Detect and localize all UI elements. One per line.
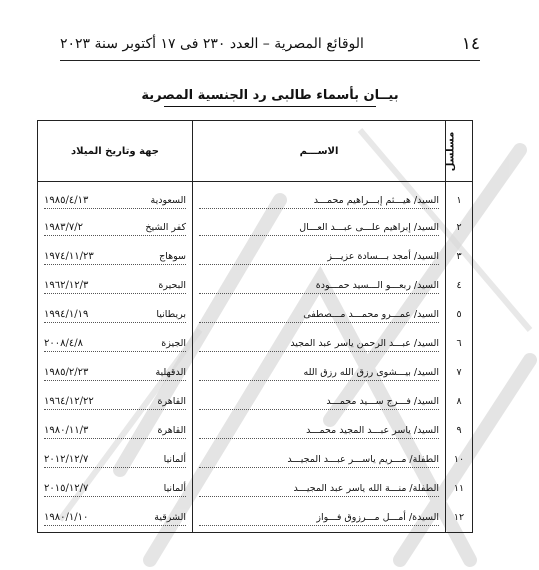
- person-name: السيد/ ربعـــو الـــسيد حمـــودة: [199, 278, 439, 294]
- row-place-date-cell: [38, 358, 193, 387]
- person-name: الطفلة/ منـــة الله ياسر عبد المجيـــد: [199, 481, 439, 497]
- birth-date: ١٩٦٢/١٢/٣: [44, 279, 89, 291]
- page-number: ١٤: [461, 34, 480, 54]
- row-serial-number: ١: [446, 182, 473, 214]
- table-row: [38, 358, 473, 387]
- birth-date: ١٩٨٥/٤/١٣: [44, 194, 89, 206]
- table-row: [38, 300, 473, 329]
- row-name-cell: [193, 358, 446, 387]
- person-name: السيد/ هيـــثم إبـــراهيم محمـــد: [199, 193, 439, 209]
- birth-place: الدقهلية: [155, 366, 186, 378]
- table-body: [38, 182, 473, 533]
- birth-date: ١٩٨٥/٢/٢٣: [44, 366, 89, 378]
- page-header: [60, 34, 480, 54]
- table-row: [38, 474, 473, 503]
- row-place-date-cell: [38, 213, 193, 242]
- person-name: السيد/ فـــرج ســـيد محمـــد: [199, 394, 439, 410]
- names-table: [37, 120, 473, 533]
- row-place-date-cell: [38, 182, 193, 214]
- place-date-line: [44, 336, 186, 352]
- person-name: السيدة/ أمـــل مـــرزوق فـــواز: [199, 510, 439, 526]
- table-row: [38, 445, 473, 474]
- table-row: [38, 416, 473, 445]
- header-rule: [60, 60, 480, 61]
- table-row: [38, 242, 473, 271]
- place-date-line: [44, 193, 186, 209]
- birth-date: ١٩٨٣/٧/٢: [44, 221, 83, 233]
- table-row: [38, 329, 473, 358]
- row-place-date-cell: [38, 300, 193, 329]
- serial-column-header: مسلسل: [446, 121, 473, 182]
- row-place-date-cell: [38, 416, 193, 445]
- person-name: السيد/ عمـــرو محمـــد مـــصطفى: [199, 307, 439, 323]
- table-row: [38, 503, 473, 533]
- row-serial-number: ٩: [446, 416, 473, 445]
- row-place-date-cell: [38, 445, 193, 474]
- table-row: [38, 182, 473, 214]
- place-date-line: [44, 452, 186, 468]
- row-serial-number: ١٠: [446, 445, 473, 474]
- row-place-date-cell: [38, 271, 193, 300]
- row-serial-number: ٨: [446, 387, 473, 416]
- person-name: السيد/ بيـــشوى رزق الله رزق الله: [199, 365, 439, 381]
- birth-place: البحيرة: [158, 279, 186, 291]
- birth-date: ١٩٧٤/١١/٢٣: [44, 250, 94, 262]
- row-serial-number: ٢: [446, 213, 473, 242]
- birth-place-date-column-header: جهة وتاريخ الميلاد: [38, 121, 193, 182]
- birth-date: ١٩٩٤/١/١٩: [44, 308, 89, 320]
- place-date-line: [44, 278, 186, 294]
- birth-place: ألمانيا: [163, 453, 186, 465]
- person-name: الطفلة/ مـــريم ياســـر عبـــد المجيـــد: [199, 452, 439, 468]
- row-name-cell: [193, 213, 446, 242]
- birth-place: السعودية: [150, 194, 186, 206]
- place-date-line: [44, 365, 186, 381]
- row-place-date-cell: [38, 329, 193, 358]
- row-serial-number: ٤: [446, 271, 473, 300]
- place-date-line: [44, 423, 186, 439]
- row-place-date-cell: [38, 387, 193, 416]
- row-serial-number: ١٢: [446, 503, 473, 533]
- row-name-cell: [193, 474, 446, 503]
- table-row: [38, 387, 473, 416]
- birth-date: ١٩٨٠/١١/٣: [44, 424, 89, 436]
- birth-date: ٢٠٠٨/٤/٨: [44, 337, 83, 349]
- row-place-date-cell: [38, 242, 193, 271]
- place-date-line: [44, 220, 186, 236]
- birth-place: كفر الشيخ: [145, 221, 186, 233]
- row-place-date-cell: [38, 503, 193, 533]
- birth-date: ١٩٦٤/١٢/٢٢: [44, 395, 94, 407]
- birth-date: ١٩٨٠/١/١٠: [44, 511, 89, 523]
- birth-place: بريطانيا: [156, 308, 186, 320]
- birth-date: ٢٠١٥/١٢/٧: [44, 482, 89, 494]
- person-name: السيد/ عبـــد الرحمن ياسر عبد المجيد: [199, 336, 439, 352]
- gazette-issue-header: الوقائع المصرية – العدد ٢٣٠ فى ١٧ أكتوبر سنة ٢٠٢٣: [60, 36, 364, 52]
- row-serial-number: ٣: [446, 242, 473, 271]
- row-name-cell: [193, 445, 446, 474]
- name-column-header: الاســـم: [193, 121, 446, 182]
- place-date-line: [44, 394, 186, 410]
- row-name-cell: [193, 271, 446, 300]
- row-place-date-cell: [38, 474, 193, 503]
- birth-place: الشرقية: [154, 511, 186, 523]
- birth-place: سوهاج: [159, 250, 186, 262]
- row-name-cell: [193, 387, 446, 416]
- row-serial-number: ١١: [446, 474, 473, 503]
- birth-date: ٢٠١٢/١٢/٧: [44, 453, 89, 465]
- person-name: السيد/ ياسر عبـــد المجيد محمـــد: [199, 423, 439, 439]
- birth-place: القاهرة: [157, 395, 186, 407]
- title-underline: [164, 106, 376, 107]
- place-date-line: [44, 510, 186, 526]
- place-date-line: [44, 481, 186, 497]
- row-name-cell: [193, 242, 446, 271]
- row-serial-number: ٦: [446, 329, 473, 358]
- document-title: بيــان بأسماء طالبى رد الجنسية المصرية: [141, 88, 399, 103]
- row-name-cell: [193, 416, 446, 445]
- table-row: [38, 213, 473, 242]
- table-header-row: [38, 121, 473, 182]
- birth-place: الجيزة: [161, 337, 186, 349]
- birth-place: القاهرة: [157, 424, 186, 436]
- table-row: [38, 271, 473, 300]
- birth-place: ألمانيا: [163, 482, 186, 494]
- row-serial-number: ٥: [446, 300, 473, 329]
- row-name-cell: [193, 329, 446, 358]
- place-date-line: [44, 249, 186, 265]
- row-name-cell: [193, 300, 446, 329]
- person-name: السيد/ أمجد بـــسادة عزيـــز: [199, 249, 439, 265]
- person-name: السيد/ إبراهيم علـــى عبـــد العـــال: [199, 220, 439, 236]
- place-date-line: [44, 307, 186, 323]
- row-name-cell: [193, 182, 446, 214]
- row-name-cell: [193, 503, 446, 533]
- row-serial-number: ٧: [446, 358, 473, 387]
